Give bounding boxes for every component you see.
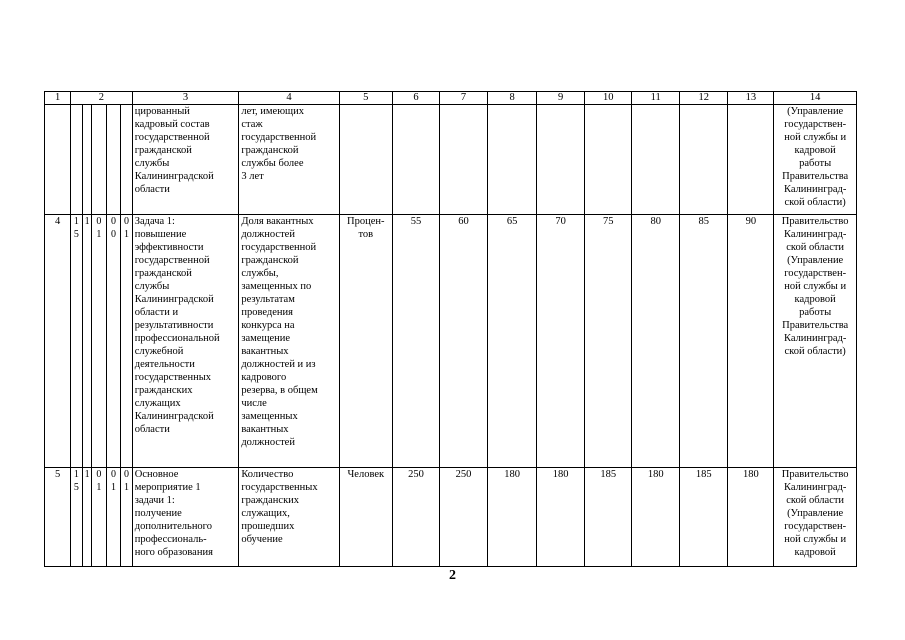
text-line: Калининград-	[783, 333, 847, 344]
text-line: (Управление	[787, 106, 844, 117]
text-line: ской области	[786, 495, 845, 506]
table-row	[45, 105, 857, 215]
text-line: служащих	[134, 398, 181, 409]
unit-cell	[339, 105, 392, 215]
text-line: Калининградской	[134, 171, 214, 182]
value-cell: 185	[680, 468, 728, 567]
text-line: службы,	[241, 268, 279, 279]
text-line: службы	[134, 281, 170, 292]
header-cell: 1	[45, 92, 71, 105]
text-line: должностей	[241, 437, 295, 448]
value-cell: 180	[728, 468, 774, 567]
header-cell: 7	[439, 92, 487, 105]
row-number: 5	[45, 468, 71, 567]
header-cell: 10	[585, 92, 632, 105]
text-line: профессиональной	[134, 333, 220, 344]
text-line: гражданской	[134, 268, 192, 279]
text-line: Калининград-	[783, 184, 847, 195]
text-line: профессиональ-	[134, 534, 207, 545]
header-cell: 14	[774, 92, 857, 105]
table-row	[45, 215, 857, 468]
text-line: замещение	[241, 333, 291, 344]
code-cell	[71, 105, 82, 215]
value-cell: 90	[728, 215, 774, 468]
text-line: замещенных	[241, 411, 298, 422]
text-line: Правительства	[782, 320, 849, 331]
text-line: Задача 1:	[134, 216, 175, 227]
row-number: 4	[45, 215, 71, 468]
text-line: Правительства	[782, 171, 849, 182]
text-line: Основное	[134, 469, 179, 480]
value-cell	[728, 105, 774, 215]
text-line: государственной	[134, 132, 210, 143]
text-line: тов	[358, 229, 374, 240]
text-line: службы	[134, 158, 170, 169]
value-cell	[488, 105, 537, 215]
header-cell: 4	[239, 92, 339, 105]
text-line: Калининградской	[134, 294, 214, 305]
programme-indicators-table	[44, 91, 857, 567]
value-cell: 180	[537, 468, 585, 567]
code-cell	[82, 105, 91, 215]
text-line: области	[134, 424, 170, 435]
code-cell: 01	[92, 468, 107, 567]
code-cell: 15	[71, 468, 82, 567]
text-line: служебной	[134, 346, 184, 357]
header-cell: 12	[680, 92, 728, 105]
text-line: ской области)	[784, 346, 846, 357]
text-line: вакантных	[241, 346, 289, 357]
row-number	[45, 105, 71, 215]
value-cell: 65	[488, 215, 537, 468]
code-cell	[106, 105, 121, 215]
text-line: службы более	[241, 158, 304, 169]
header-cell: 5	[339, 92, 392, 105]
value-cell: 85	[680, 215, 728, 468]
text-line: государственных	[134, 372, 212, 383]
text-line: (Управление	[787, 508, 844, 519]
text-line: кадровый состав	[134, 119, 210, 130]
text-line: мероприятие 1	[134, 482, 201, 493]
text-line: числе	[241, 398, 267, 409]
text-line: гражданской	[241, 145, 299, 156]
responsible-cell	[774, 468, 857, 567]
text-line: Калининград-	[783, 229, 847, 240]
text-line: задачи 1:	[134, 495, 175, 506]
header-cell: 11	[632, 92, 680, 105]
code-cell: 1	[82, 215, 91, 468]
text-line: гражданской	[134, 145, 192, 156]
text-line: лет, имеющих	[241, 106, 304, 117]
text-line: работы	[799, 158, 832, 169]
text-line: работы	[799, 307, 832, 318]
text-line: кадрового	[241, 372, 287, 383]
table-row	[45, 468, 857, 567]
text-line: прошедших	[241, 521, 295, 532]
code-cell: 01	[121, 215, 132, 468]
text-line: Правительство	[781, 469, 849, 480]
text-line: обучение	[241, 534, 283, 545]
unit-cell	[339, 468, 392, 567]
value-cell	[585, 105, 632, 215]
text-line: государствен-	[784, 268, 847, 279]
value-cell	[537, 105, 585, 215]
code-cell: 01	[92, 215, 107, 468]
value-cell: 180	[488, 468, 537, 567]
text-line: Доля вакантных	[241, 216, 314, 227]
code-cell	[121, 105, 132, 215]
value-cell: 55	[392, 215, 439, 468]
text-line: результативности	[134, 320, 214, 331]
text-line: дополнительного	[134, 521, 212, 532]
text-line: получение	[134, 508, 182, 519]
text-line: Правительство	[781, 216, 849, 227]
text-line: должностей и из	[241, 359, 316, 370]
text-line: (Управление	[787, 255, 844, 266]
text-line: повышение	[134, 229, 187, 240]
text-line: 3 лет	[241, 171, 264, 182]
text-line: государственной	[241, 132, 317, 143]
text-line: замещенных по	[241, 281, 312, 292]
code-cell: 01	[106, 468, 121, 567]
text-line: кадровой	[794, 145, 836, 156]
value-cell: 180	[632, 468, 680, 567]
text-line: Процен-	[347, 216, 385, 227]
goal-name-cell	[132, 215, 239, 468]
text-line: резерва, в общем	[241, 385, 318, 396]
text-line: гражданской	[241, 255, 299, 266]
indicator-cell	[239, 105, 339, 215]
header-cell: 2	[71, 92, 133, 105]
text-line: государственных	[241, 482, 318, 493]
code-cell	[92, 105, 107, 215]
text-line: проведения	[241, 307, 293, 318]
code-cell: 15	[71, 215, 82, 468]
value-cell: 60	[439, 215, 487, 468]
text-line: конкурса на	[241, 320, 295, 331]
header-cell: 9	[537, 92, 585, 105]
header-cell: 8	[488, 92, 537, 105]
value-cell: 80	[632, 215, 680, 468]
value-cell: 250	[439, 468, 487, 567]
text-line: ной службы и	[784, 281, 847, 292]
text-line: кадровой	[794, 547, 836, 558]
text-line: Калининград-	[783, 482, 847, 493]
text-line: должностей	[241, 229, 295, 240]
text-line: гражданских	[134, 385, 193, 396]
column-number-row	[45, 92, 857, 105]
text-line: ной службы и	[784, 132, 847, 143]
text-line: Человек	[347, 469, 385, 480]
page-number: 2	[449, 568, 456, 583]
code-cell: 01	[121, 468, 132, 567]
value-cell	[680, 105, 728, 215]
text-line: результатам	[241, 294, 295, 305]
text-line: государствен-	[784, 521, 847, 532]
text-line: ской области)	[784, 197, 846, 208]
text-line: области и	[134, 307, 179, 318]
text-line: гражданских	[241, 495, 300, 506]
text-line: Калининградской	[134, 411, 214, 422]
text-line: кадровой	[794, 294, 836, 305]
value-cell: 185	[585, 468, 632, 567]
text-line: государственной	[134, 255, 210, 266]
text-line: ного образования	[134, 547, 213, 558]
text-line: Количество	[241, 469, 294, 480]
header-cell: 13	[728, 92, 774, 105]
text-line: государствен-	[784, 119, 847, 130]
header-cell: 3	[132, 92, 239, 105]
header-cell: 6	[392, 92, 439, 105]
value-cell	[439, 105, 487, 215]
indicator-cell	[239, 468, 339, 567]
text-line: ской области	[786, 242, 845, 253]
value-cell: 70	[537, 215, 585, 468]
text-line: эффективности	[134, 242, 204, 253]
text-line: государственной	[241, 242, 317, 253]
unit-cell	[339, 215, 392, 468]
text-line: деятельности	[134, 359, 195, 370]
text-line: вакантных	[241, 424, 289, 435]
value-cell	[392, 105, 439, 215]
goal-name-cell	[132, 105, 239, 215]
text-line: служащих,	[241, 508, 290, 519]
text-line: области	[134, 184, 170, 195]
goal-name-cell	[132, 468, 239, 567]
responsible-cell	[774, 105, 857, 215]
value-cell: 75	[585, 215, 632, 468]
value-cell: 250	[392, 468, 439, 567]
code-cell: 00	[106, 215, 121, 468]
code-cell: 1	[82, 468, 91, 567]
text-line: цированный	[134, 106, 190, 117]
text-line: стаж	[241, 119, 263, 130]
indicator-cell	[239, 215, 339, 468]
responsible-cell	[774, 215, 857, 468]
text-line: ной службы и	[784, 534, 847, 545]
value-cell	[632, 105, 680, 215]
